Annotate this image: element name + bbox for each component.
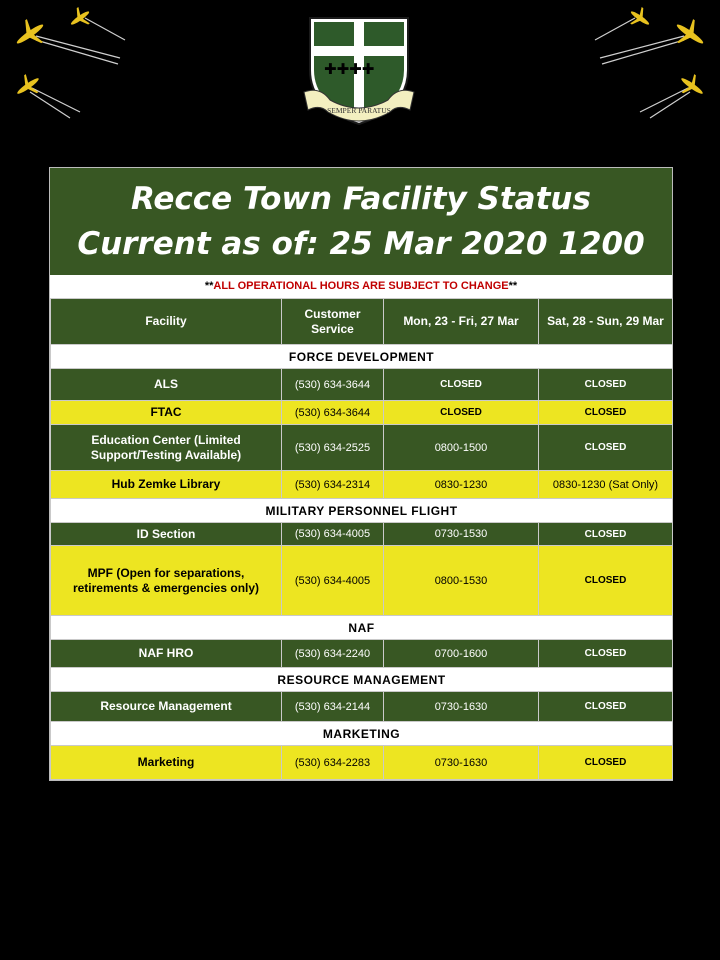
section-header-row	[51, 345, 673, 369]
page-title	[50, 168, 672, 275]
phone-number: (530) 634-2283	[282, 746, 384, 780]
section-title: NAF	[51, 616, 673, 640]
phone-number: (530) 634-4005	[282, 546, 384, 616]
weekday-hours: CLOSED	[384, 369, 539, 401]
table-row	[51, 523, 673, 546]
facility-name: ALS	[51, 369, 282, 401]
section-title: MARKETING	[51, 722, 673, 746]
weekend-hours: 0830-1230 (Sat Only)	[539, 471, 673, 499]
table-row	[51, 369, 673, 401]
title-line-1: Recce Town Facility Status	[131, 181, 591, 217]
section-title: FORCE DEVELOPMENT	[51, 345, 673, 369]
facility-name: Marketing	[51, 746, 282, 780]
weekday-hours: 0700-1600	[384, 640, 539, 668]
facility-name: FTAC	[51, 401, 282, 425]
wing-emblem-icon	[300, 12, 418, 130]
notice-stars-start: **	[204, 280, 214, 292]
section-header-row	[51, 499, 673, 523]
emblem-motto: SEMPER PARATUS	[327, 106, 391, 115]
table-row	[51, 401, 673, 425]
weekday-hours: 0730-1630	[384, 692, 539, 722]
weekend-hours: CLOSED	[539, 546, 673, 616]
notice-stars-end: **	[508, 280, 518, 292]
weekday-hours: 0830-1230	[384, 471, 539, 499]
section-title: RESOURCE MANAGEMENT	[51, 668, 673, 692]
title-line-2: Current as of: 25 Mar 2020 1200	[77, 226, 645, 262]
weekday-hours: 0730-1530	[384, 523, 539, 546]
table-row	[51, 425, 673, 471]
section-title: MILITARY PERSONNEL FLIGHT	[51, 499, 673, 523]
table-row	[51, 746, 673, 780]
phone-number: (530) 634-2314	[282, 471, 384, 499]
phone-number: (530) 634-2240	[282, 640, 384, 668]
section-header-row	[51, 616, 673, 640]
facility-name: ID Section	[51, 523, 282, 546]
hours-notice	[50, 275, 672, 298]
table-row	[51, 546, 673, 616]
jet-formation-right-icon	[590, 0, 720, 120]
column-header-customer-service: Customer Service	[282, 299, 384, 345]
weekday-hours: 0730-1630	[384, 746, 539, 780]
facility-table	[50, 298, 673, 780]
facility-name: NAF HRO	[51, 640, 282, 668]
phone-number: (530) 634-4005	[282, 523, 384, 546]
weekday-hours: 0800-1500	[384, 425, 539, 471]
column-header-weekend: Sat, 28 - Sun, 29 Mar	[539, 299, 673, 345]
weekend-hours: CLOSED	[539, 692, 673, 722]
phone-number: (530) 634-3644	[282, 401, 384, 425]
facility-name: Resource Management	[51, 692, 282, 722]
facility-status-panel	[49, 167, 673, 781]
section-header-row	[51, 668, 673, 692]
column-header-facility: Facility	[51, 299, 282, 345]
weekday-hours: CLOSED	[384, 401, 539, 425]
table-row	[51, 640, 673, 668]
column-header-weekday: Mon, 23 - Fri, 27 Mar	[384, 299, 539, 345]
weekend-hours: CLOSED	[539, 746, 673, 780]
weekend-hours: CLOSED	[539, 523, 673, 546]
weekend-hours: CLOSED	[539, 425, 673, 471]
phone-number: (530) 634-2144	[282, 692, 384, 722]
jet-formation-left-icon	[0, 0, 130, 120]
weekday-hours: 0800-1530	[384, 546, 539, 616]
svg-text:✚✚✚✚: ✚✚✚✚	[324, 60, 375, 78]
facility-name: MPF (Open for separations, retirements & emergencies only)	[51, 546, 282, 616]
notice-text: ALL OPERATIONAL HOURS ARE SUBJECT TO CHANGE	[213, 280, 509, 292]
table-row	[51, 692, 673, 722]
table-header-row	[51, 299, 673, 345]
section-header-row	[51, 722, 673, 746]
weekend-hours: CLOSED	[539, 369, 673, 401]
facility-name: Hub Zemke Library	[51, 471, 282, 499]
weekend-hours: CLOSED	[539, 401, 673, 425]
weekend-hours: CLOSED	[539, 640, 673, 668]
phone-number: (530) 634-3644	[282, 369, 384, 401]
facility-name: Education Center (Limited Support/Testing Available)	[51, 425, 282, 471]
phone-number: (530) 634-2525	[282, 425, 384, 471]
table-row	[51, 471, 673, 499]
table-body	[51, 345, 673, 780]
